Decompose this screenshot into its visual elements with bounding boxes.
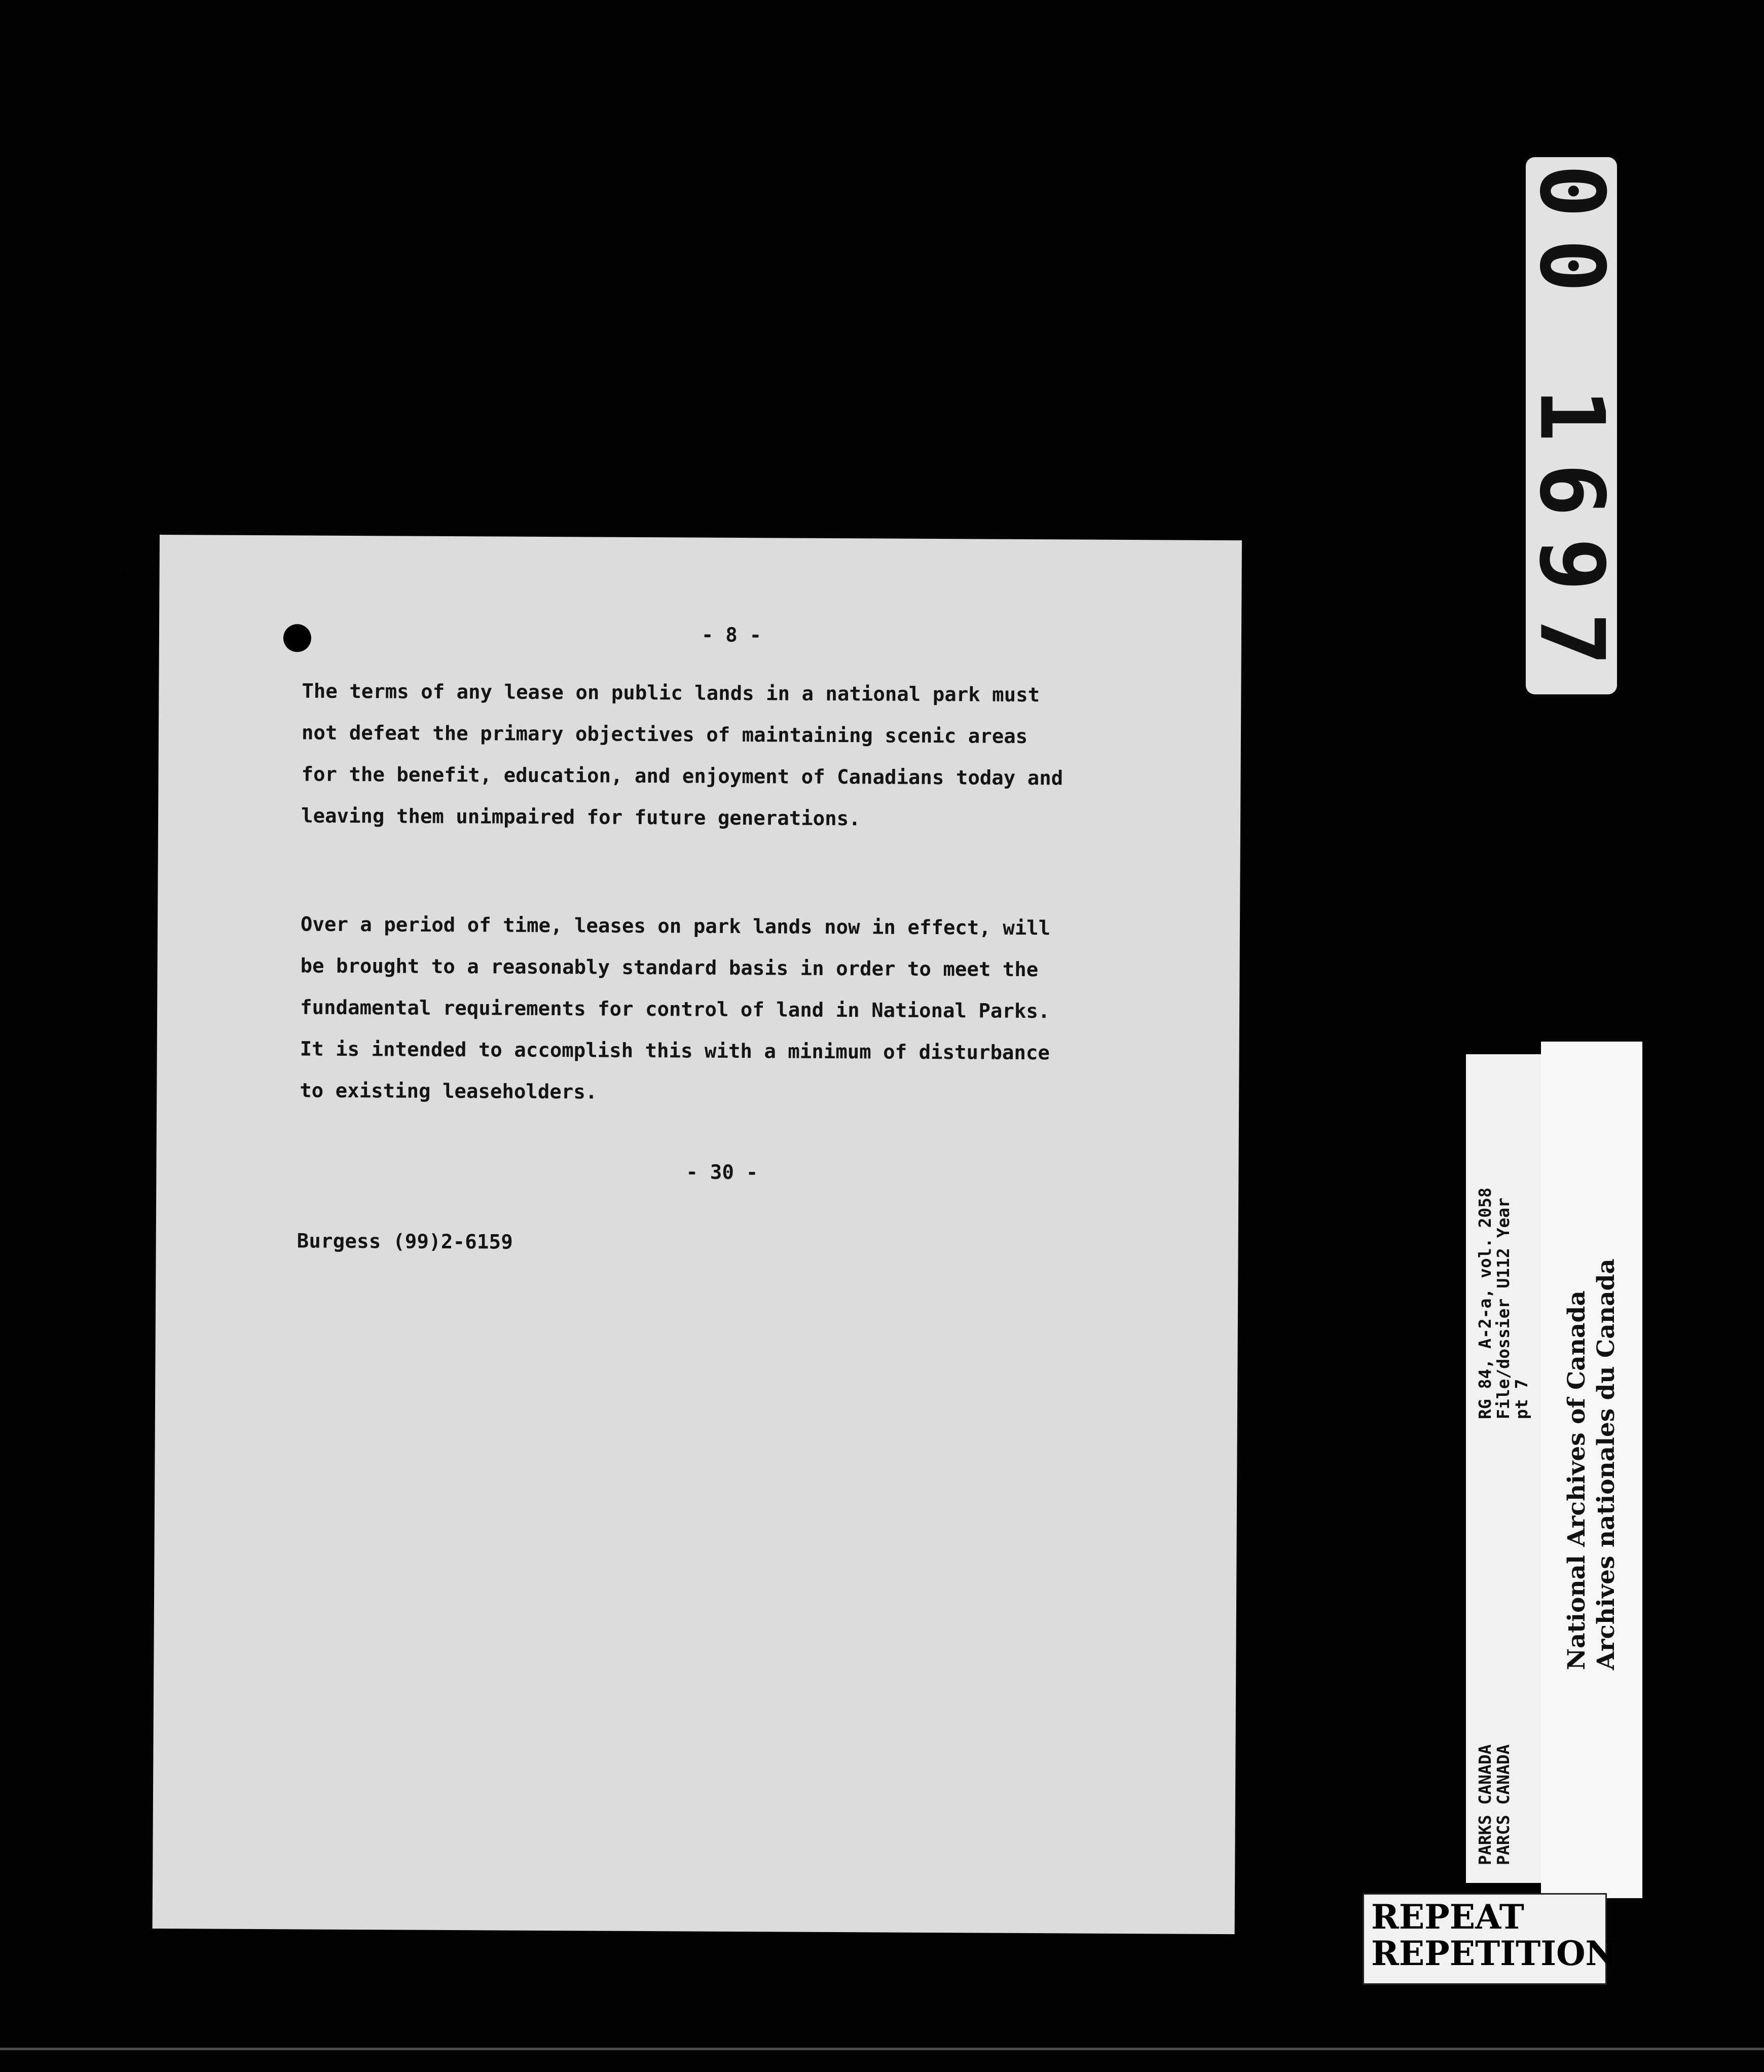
reference-call-number xyxy=(1476,1188,1531,1419)
punch-hole xyxy=(283,624,311,652)
ref-line: RG 84, A-2-a, vol. 2058 xyxy=(1475,1188,1495,1419)
ref-line: PARKS CANADA xyxy=(1475,1744,1495,1865)
page-number-top: - 8 - xyxy=(701,623,762,647)
reference-number: Burgess (99)2-6159 xyxy=(297,1230,513,1254)
archives-name xyxy=(1562,1259,1621,1670)
ref-line: File/dossier U112 Year xyxy=(1493,1197,1513,1419)
text-line: Over a period of time, leases on park lands now in effect, will xyxy=(300,913,1051,940)
text-line: The terms of any lease on public lands in a national park must xyxy=(302,680,1040,707)
repeat-label: REPEAT xyxy=(1371,1897,1524,1937)
text-line: to existing leaseholders. xyxy=(300,1079,598,1104)
text-line: not defeat the primary objectives of maintaining scenic areas xyxy=(301,721,1028,748)
ref-line: pt 7 xyxy=(1512,1379,1531,1419)
typed-page xyxy=(153,535,1242,1934)
repetition-label: REPETITION xyxy=(1371,1934,1616,1973)
frame-number: 00 1697 xyxy=(1520,164,1623,687)
page-number-mid: - 30 - xyxy=(686,1161,758,1185)
ref-line: PARCS CANADA xyxy=(1493,1744,1513,1865)
archives-line: Archives nationales du Canada xyxy=(1592,1259,1620,1670)
archives-label xyxy=(1541,1042,1642,1898)
archives-line: National Archives of Canada xyxy=(1563,1290,1591,1670)
text-line: fundamental requirements for control of land in National Parks. xyxy=(300,996,1050,1023)
paragraph-1 xyxy=(301,680,1215,850)
text-line: for the benefit, education, and enjoyment of Canadians today and xyxy=(301,763,1063,790)
agency-name xyxy=(1476,1745,1513,1865)
paragraph-2 xyxy=(300,913,1213,1125)
text-line: be brought to a reasonably standard basis in order to meet the xyxy=(300,954,1039,982)
text-line: It is intended to accomplish this with a minimum of disturbance xyxy=(300,1038,1050,1065)
speck xyxy=(122,573,127,578)
speck xyxy=(101,623,104,626)
text-line: leaving them unimpaired for future generations. xyxy=(301,804,861,831)
film-edge-line xyxy=(0,2048,1764,2050)
speck xyxy=(111,611,115,615)
frame-number-strip xyxy=(1520,157,1623,694)
repeat-stamp xyxy=(1363,1893,1616,1985)
